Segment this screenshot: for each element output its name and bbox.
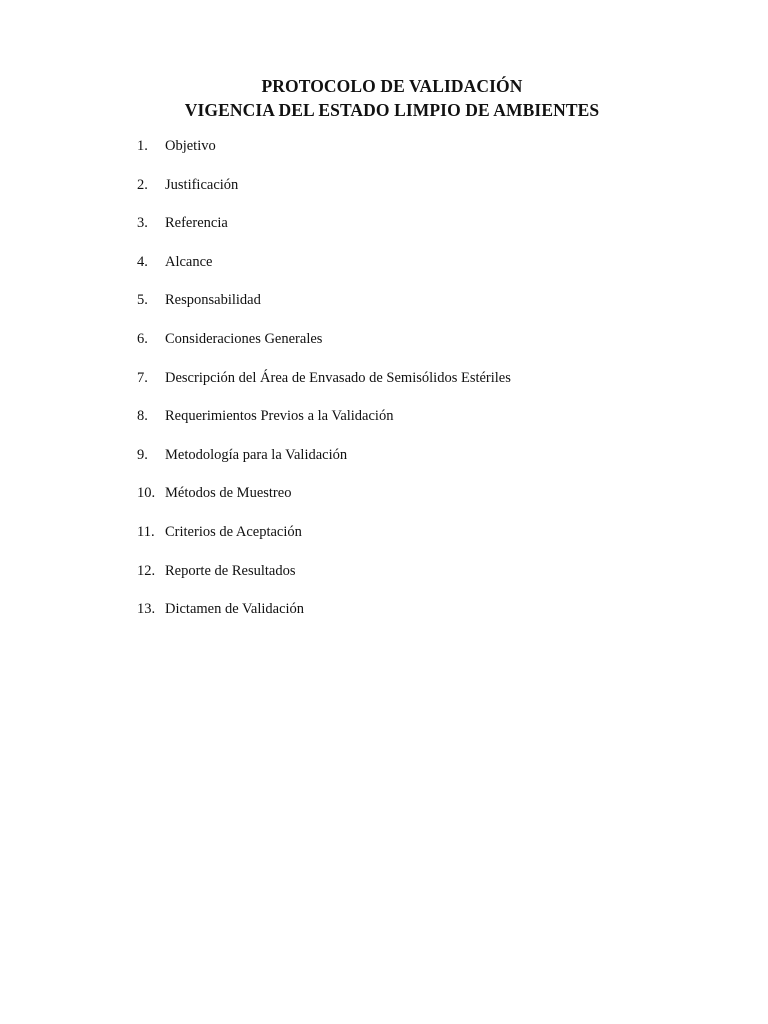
toc-item-number: 7.	[137, 369, 148, 386]
toc-item-number: 9.	[137, 446, 148, 463]
toc-item-text: Métodos de Muestreo	[165, 485, 292, 502]
toc-item-number: 8.	[137, 408, 148, 425]
toc-item-text: Justificación	[165, 176, 239, 193]
toc-item-text: Reporte de Resultados	[165, 562, 296, 579]
toc-item-text: Metodología para la Validación	[165, 446, 348, 463]
toc-item-text: Requerimientos Previos a la Validación	[165, 408, 394, 425]
title-line-2: VIGENCIA DEL ESTADO LIMPIO DE AMBIENTES	[184, 100, 600, 120]
toc-item-number: 11.	[137, 523, 155, 540]
toc-item-number: 3.	[137, 215, 148, 232]
toc-item-number: 1.	[137, 138, 148, 154]
toc-item-text: Objetivo	[165, 138, 216, 154]
toc-item-number: 6.	[137, 330, 148, 347]
toc-item-text: Responsabilidad	[165, 292, 261, 309]
toc-item-text: Descripción del Área de Envasado de Semisólidos Estériles	[165, 369, 511, 386]
toc-item-text: Criterios de Aceptación	[165, 523, 302, 540]
toc-item-text: Referencia	[165, 215, 228, 232]
toc-item-number: 10.	[137, 485, 156, 502]
toc-item-text: Alcance	[165, 253, 213, 270]
toc-item-number: 4.	[137, 253, 148, 270]
toc-item-number: 5.	[137, 292, 148, 309]
toc-item-number: 12.	[137, 562, 156, 579]
toc-item-number: 2.	[137, 176, 148, 193]
toc-item-text: Consideraciones Generales	[165, 330, 323, 347]
toc-item-number: 13.	[137, 601, 156, 618]
document-title	[0, 74, 768, 122]
toc-item-text: Dictamen de Validación	[165, 601, 305, 618]
title-line-1: PROTOCOLO DE VALIDACIÓN	[261, 76, 523, 96]
